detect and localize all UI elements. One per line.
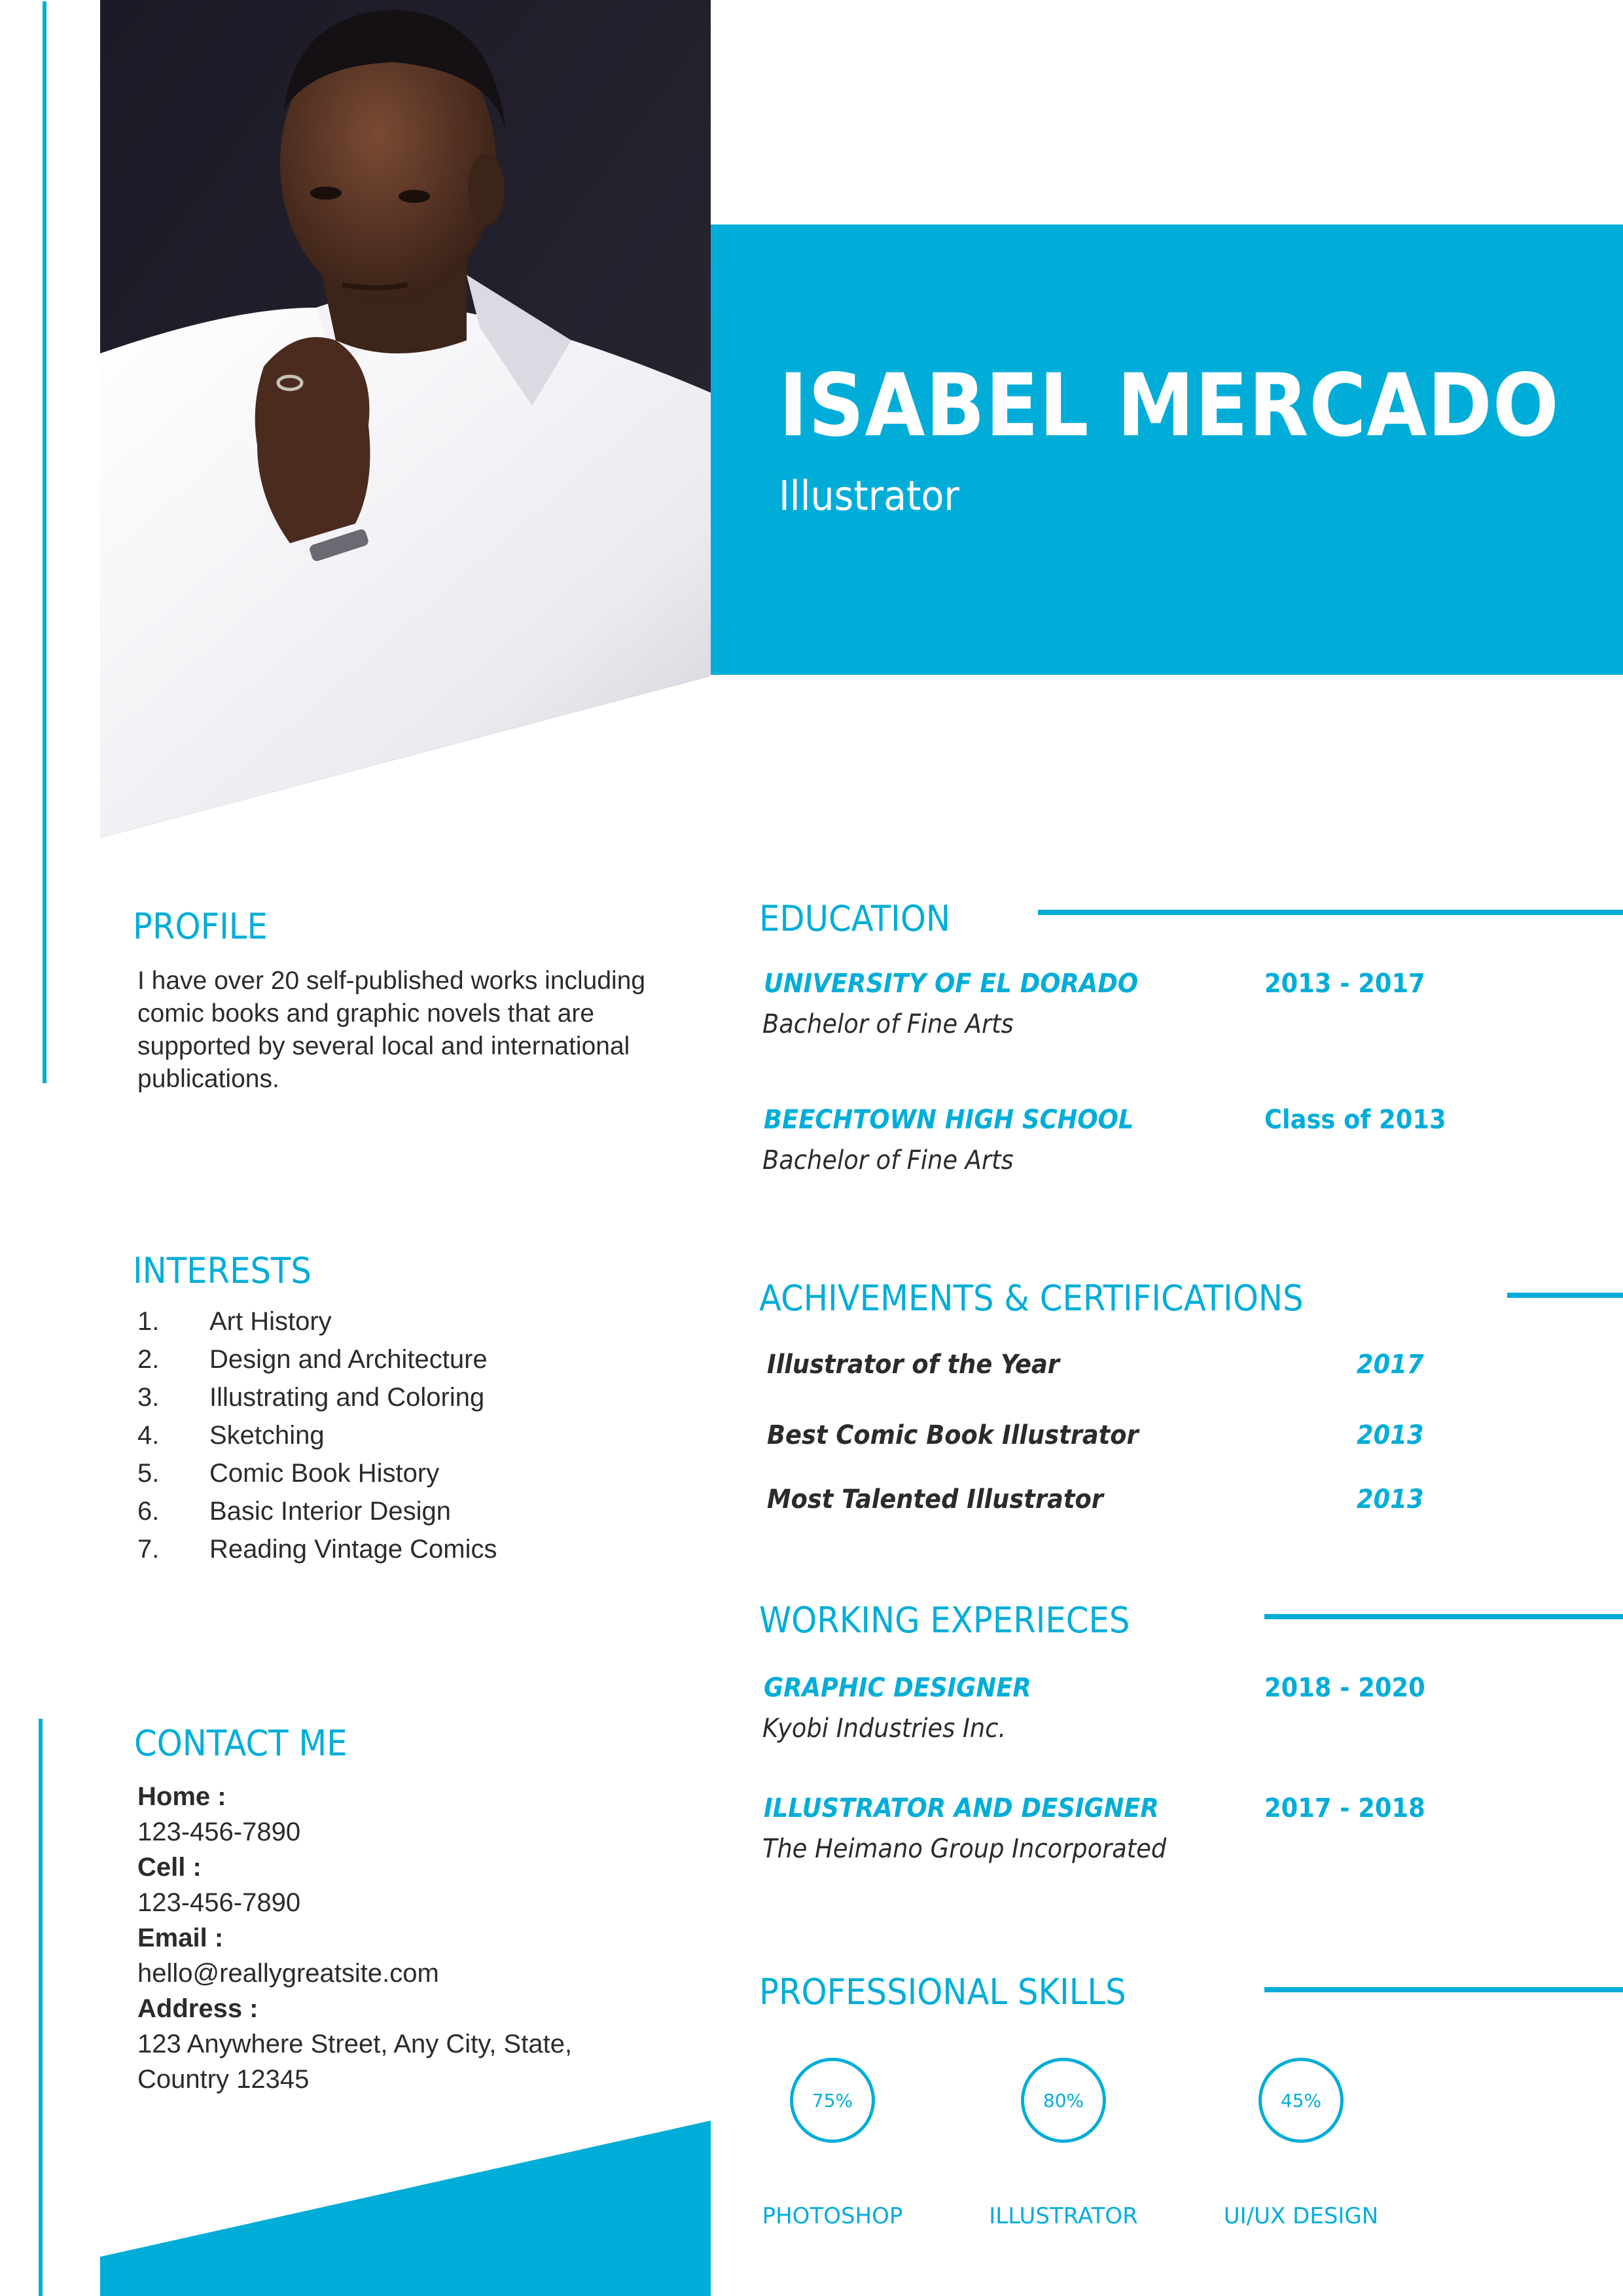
- interest-label: Design and Architecture: [209, 1345, 488, 1374]
- left-accent-line-top: [43, 1, 46, 1083]
- achievement-name: Most Talented Illustrator: [767, 1484, 1103, 1515]
- skill-percent: 45%: [1280, 2089, 1322, 2111]
- education-degree: Bachelor of Fine Arts: [762, 1009, 1014, 1039]
- contact-email-link[interactable]: hello@reallygreatsite.com: [137, 1959, 439, 1988]
- interest-number: 1.: [137, 1307, 160, 1336]
- interest-label: Art History: [209, 1307, 332, 1336]
- interest-label: Illustrating and Coloring: [209, 1383, 485, 1412]
- interests-heading: INTERESTS: [133, 1250, 312, 1291]
- achievement-year: 2013: [1357, 1420, 1424, 1450]
- interest-label: Basic Interior Design: [209, 1497, 452, 1526]
- interest-number: 5.: [137, 1459, 160, 1488]
- contact-cell-label: Cell :: [137, 1853, 202, 1882]
- interest-item: [137, 1378, 497, 1416]
- skill-label: ILLUSTRATOR: [989, 2203, 1138, 2229]
- interests-list: [137, 1302, 497, 1568]
- education-heading: EDUCATION: [759, 898, 951, 939]
- skill-ring-icon: [1258, 2058, 1344, 2143]
- contact-home-label: Home :: [137, 1782, 226, 1811]
- candidate-title: Illustrator: [779, 472, 959, 520]
- experience-company: Kyobi Industries Inc.: [762, 1713, 1007, 1744]
- contact-address-line2: Country 12345: [137, 2065, 310, 2094]
- skill-ring-icon: [1021, 2058, 1106, 2143]
- skill-uiux-design: [1216, 2058, 1386, 2229]
- skill-illustrator: [978, 2058, 1149, 2229]
- bottom-accent-shape: [100, 2121, 711, 2296]
- experience-heading: WORKING EXPERIECES: [759, 1600, 1130, 1641]
- education-date: Class of 2013: [1264, 1105, 1446, 1135]
- contact-address-label: Address :: [137, 1994, 259, 2023]
- candidate-name: ISABEL MERCADO: [779, 355, 1560, 456]
- interest-item: [137, 1302, 497, 1340]
- experience-role: ILLUSTRATOR AND DESIGNER: [764, 1793, 1159, 1823]
- interest-item: [137, 1416, 497, 1454]
- portrait-photo: [100, 0, 711, 838]
- interest-number: 2.: [137, 1345, 160, 1374]
- contact-heading: CONTACT ME: [134, 1723, 348, 1764]
- header-banner: [711, 224, 1623, 675]
- skill-photoshop: [747, 2058, 918, 2229]
- interest-label: Sketching: [209, 1421, 325, 1450]
- interest-item: [137, 1492, 497, 1530]
- education-degree: Bachelor of Fine Arts: [762, 1145, 1014, 1175]
- achievement-year: 2013: [1357, 1484, 1424, 1515]
- interest-item: [137, 1340, 497, 1378]
- experience-role: GRAPHIC DESIGNER: [764, 1673, 1031, 1703]
- interest-number: 3.: [137, 1383, 160, 1412]
- profile-heading: PROFILE: [133, 906, 268, 947]
- achievement-name: Illustrator of the Year: [767, 1350, 1060, 1380]
- education-divider: [1038, 910, 1623, 915]
- interest-number: 7.: [137, 1535, 160, 1564]
- contact-address-line1: 123 Anywhere Street, Any City, State,: [137, 2030, 573, 2058]
- education-date: 2013 - 2017: [1264, 969, 1425, 999]
- interest-label: Reading Vintage Comics: [209, 1535, 497, 1564]
- achievement-name: Best Comic Book Illustrator: [767, 1420, 1139, 1450]
- skill-percent: 80%: [1043, 2089, 1084, 2111]
- interest-number: 4.: [137, 1421, 160, 1450]
- education-school: BEECHTOWN HIGH SCHOOL: [764, 1105, 1134, 1135]
- left-accent-line-bottom: [39, 1719, 43, 2296]
- experience-date: 2017 - 2018: [1264, 1793, 1425, 1823]
- interest-item: [137, 1454, 497, 1492]
- skill-label: UI/UX DESIGN: [1223, 2203, 1379, 2229]
- skills-divider: [1264, 1987, 1623, 1992]
- skill-percent: 75%: [812, 2089, 853, 2111]
- education-school: UNIVERSITY OF EL DORADO: [764, 969, 1139, 999]
- interest-number: 6.: [137, 1497, 160, 1526]
- contact-home-phone[interactable]: 123-456-7890: [137, 1818, 301, 1846]
- profile-text: I have over 20 self-published works including comic books and graphic novels that are supported by several local and international publications.: [137, 967, 646, 1093]
- experience-divider: [1264, 1614, 1623, 1619]
- achievement-year: 2017: [1357, 1350, 1424, 1380]
- skill-ring-icon: [790, 2058, 875, 2143]
- achievements-divider: [1507, 1293, 1623, 1298]
- experience-company: The Heimano Group Incorporated: [762, 1834, 1167, 1864]
- contact-cell-phone[interactable]: 123-456-7890: [137, 1888, 301, 1917]
- skills-heading: PROFESSIONAL SKILLS: [759, 1971, 1126, 2013]
- contact-block: [137, 1779, 572, 2097]
- skill-label: PHOTOSHOP: [762, 2203, 903, 2229]
- interest-item: [137, 1530, 497, 1568]
- contact-email-label: Email :: [137, 1924, 224, 1952]
- achievements-heading: ACHIVEMENTS & CERTIFICATIONS: [759, 1278, 1304, 1319]
- interest-label: Comic Book History: [209, 1459, 440, 1488]
- experience-date: 2018 - 2020: [1264, 1673, 1425, 1703]
